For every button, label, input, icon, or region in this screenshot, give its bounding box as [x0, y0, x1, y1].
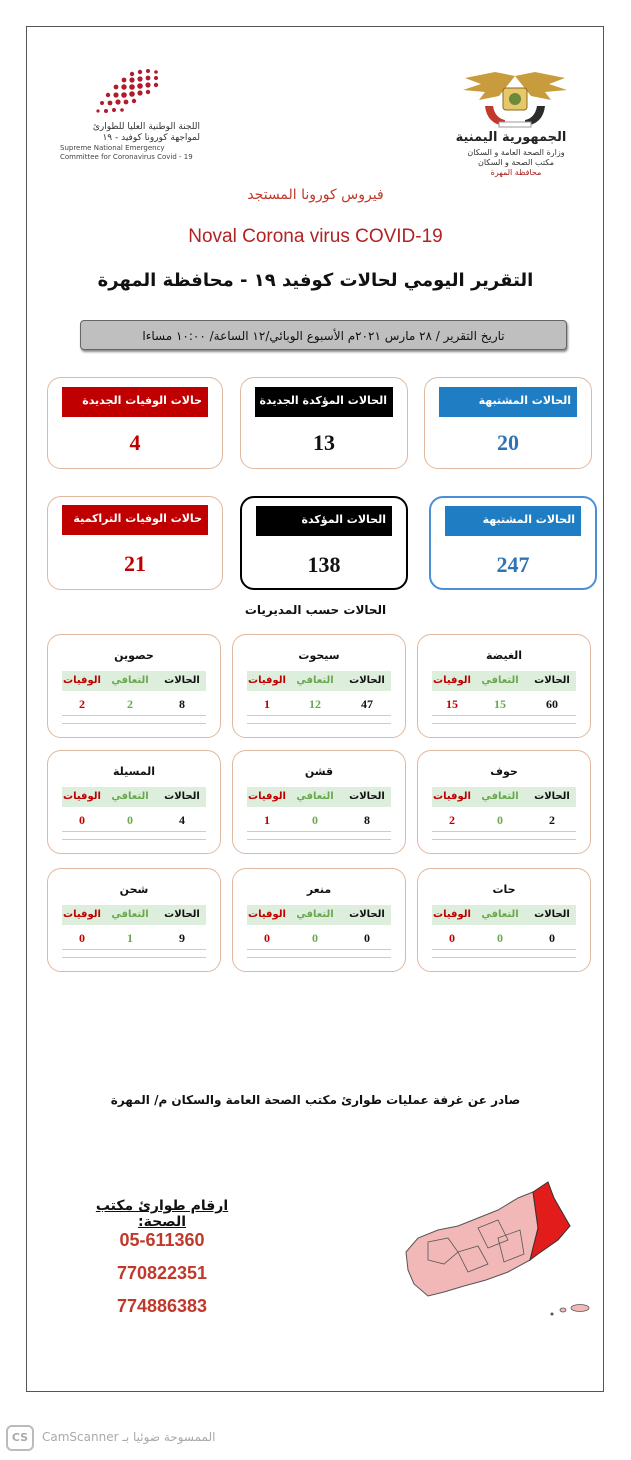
- new-suspected-card: [424, 377, 592, 469]
- recovered-header: التعافي: [296, 791, 334, 802]
- divider: [62, 831, 206, 832]
- districts-title: الحالات حسب المديريات: [244, 603, 387, 617]
- district-card: [417, 868, 591, 972]
- district-card: [417, 750, 591, 854]
- new-suspected-label: الحالات المشتبهة الجديدة: [439, 387, 577, 417]
- district-cases: 8: [179, 697, 185, 711]
- deaths-header: الوفيات: [63, 791, 101, 802]
- divider: [432, 723, 576, 724]
- district-recovered: 15: [494, 697, 506, 711]
- district-recovered: 12: [309, 697, 321, 711]
- divider: [62, 957, 206, 958]
- district-name: حصوين: [114, 649, 154, 662]
- phone-number-1[interactable]: 05-611360: [119, 1230, 205, 1250]
- district-header-row: [62, 905, 206, 925]
- district-header-row: [62, 671, 206, 691]
- district-recovered: 0: [312, 931, 318, 945]
- issued-by-note: صادر عن غرفة عمليات طوارئ مكتب الصحة العامة والسكان م/ المهرة: [110, 1093, 521, 1107]
- cases-header: الحالات: [349, 675, 385, 686]
- phone-number-3[interactable]: 774886383: [116, 1296, 208, 1316]
- recovered-header: التعافي: [111, 791, 149, 802]
- district-recovered: 0: [312, 813, 318, 827]
- recovered-header: التعافي: [111, 909, 149, 920]
- cum-confirmed-label: الحالات المؤكدة التراكمية: [256, 506, 392, 536]
- divider: [432, 949, 576, 950]
- district-cases: 9: [179, 931, 185, 945]
- district-deaths: 2: [79, 697, 85, 711]
- cases-header: الحالات: [349, 791, 385, 802]
- deaths-header: الوفيات: [248, 675, 286, 686]
- divider: [62, 715, 206, 716]
- new-confirmed-value: 13: [313, 430, 335, 455]
- divider: [432, 957, 576, 958]
- deaths-header: الوفيات: [433, 675, 471, 686]
- district-header-row: [247, 787, 391, 807]
- cases-header: الحالات: [164, 909, 200, 920]
- new-confirmed-card: [240, 377, 408, 469]
- new-deaths-label: حالات الوفيات الجديدة: [62, 387, 208, 417]
- cum-confirmed-value: 138: [307, 552, 341, 577]
- district-card: [417, 634, 591, 738]
- ministry-block: [446, 148, 586, 178]
- recovered-header: التعافي: [481, 675, 519, 686]
- district-name: منعر: [306, 883, 332, 896]
- recovered-header: التعافي: [481, 909, 519, 920]
- divider: [432, 831, 576, 832]
- district-header-row: [432, 671, 576, 691]
- deaths-header: الوفيات: [433, 909, 471, 920]
- divider: [62, 723, 206, 724]
- committee-en-line2: Committee for Coronavirus Covid - 19: [60, 153, 193, 161]
- district-cases: 47: [361, 697, 373, 711]
- district-name: الغيضة: [485, 649, 523, 662]
- recovered-header: التعافي: [296, 909, 334, 920]
- district-cases: 0: [549, 931, 555, 945]
- hotline-title: ارقام طوارئ مكتب الصحة:: [95, 1198, 229, 1230]
- governorate-name: محافظة المهرة: [490, 168, 542, 177]
- district-card: [232, 868, 406, 972]
- district-header-row: [247, 905, 391, 925]
- virus-title-ar: فيروس كورونا المستجد: [247, 187, 384, 203]
- cases-header: الحالات: [534, 791, 570, 802]
- district-name: المسيلة: [112, 765, 156, 778]
- divider: [62, 839, 206, 840]
- republic-title: الجمهورية اليمنية: [455, 130, 567, 145]
- district-deaths: 1: [264, 697, 270, 711]
- district-recovered: 2: [127, 697, 133, 711]
- divider: [247, 957, 391, 958]
- district-cases: 2: [549, 813, 555, 827]
- ministry-name: وزارة الصحة العامة و السكان: [467, 148, 565, 157]
- district-deaths: 2: [449, 813, 455, 827]
- district-deaths: 0: [449, 931, 455, 945]
- divider: [62, 949, 206, 950]
- deaths-header: الوفيات: [63, 675, 101, 686]
- cases-header: الحالات: [164, 675, 200, 686]
- cases-header: الحالات: [164, 791, 200, 802]
- district-recovered: 0: [497, 931, 503, 945]
- district-card: [232, 750, 406, 854]
- cum-deaths-value: 21: [124, 551, 146, 576]
- district-name: سيحوت: [298, 649, 340, 662]
- new-suspected-value: 20: [497, 430, 519, 455]
- district-header-row: [432, 787, 576, 807]
- deaths-header: الوفيات: [248, 909, 286, 920]
- district-header-row: [247, 671, 391, 691]
- divider: [247, 831, 391, 832]
- cum-suspected-label: الحالات المشتبهة التراكمية: [445, 506, 581, 536]
- virus-title-en: Noval Corona virus COVID-19: [188, 226, 443, 247]
- committee-ar-line2: لمواجهة كورونا كوفيد - ١٩: [102, 133, 200, 143]
- district-card: [232, 634, 406, 738]
- district-name: شحن: [119, 883, 149, 896]
- cum-deaths-card: [47, 496, 223, 590]
- recovered-header: التعافي: [111, 675, 149, 686]
- divider: [247, 839, 391, 840]
- district-deaths: 0: [79, 813, 85, 827]
- district-header-row: [432, 905, 576, 925]
- office-name: مكتب الصحة و السكان: [477, 158, 555, 167]
- district-recovered: 1: [127, 931, 133, 945]
- district-cases: 60: [546, 697, 558, 711]
- deaths-header: الوفيات: [433, 791, 471, 802]
- district-deaths: 0: [264, 931, 270, 945]
- committee-en-line1: Supreme National Emergency: [60, 144, 165, 152]
- report-date-bar: تاريخ التقرير / ٢٨ مارس ٢٠٢١م الأسبوع الوبائي/١٢ الساعة/ ١٠:٠٠ مساءا: [80, 320, 567, 350]
- divider: [432, 715, 576, 716]
- report-title: التقرير اليومي لحالات كوفيد ١٩ - محافظة المهرة: [97, 270, 534, 291]
- deaths-header: الوفيات: [63, 909, 101, 920]
- new-confirmed-label: الحالات المؤكدة الجديدة: [255, 387, 393, 417]
- district-recovered: 0: [497, 813, 503, 827]
- district-cases: 0: [364, 931, 370, 945]
- district-recovered: 0: [127, 813, 133, 827]
- district-deaths: 1: [264, 813, 270, 827]
- district-name: قشن: [304, 765, 334, 778]
- district-name: حات: [492, 883, 516, 896]
- divider: [247, 949, 391, 950]
- camscanner-text: CamScanner الممسوحة ضوئيا بـ: [42, 1430, 216, 1444]
- divider: [432, 839, 576, 840]
- divider: [247, 715, 391, 716]
- district-cases: 8: [364, 813, 370, 827]
- district-card: [47, 634, 221, 738]
- district-deaths: 0: [79, 931, 85, 945]
- district-header-row: [62, 787, 206, 807]
- cum-suspected-card: [429, 496, 597, 590]
- recovered-header: التعافي: [481, 791, 519, 802]
- district-deaths: 15: [446, 697, 458, 711]
- cases-header: الحالات: [534, 909, 570, 920]
- phone-number-2[interactable]: 770822351: [116, 1263, 208, 1283]
- new-deaths-card: [47, 377, 223, 469]
- district-cases: 4: [179, 813, 185, 827]
- divider: [247, 723, 391, 724]
- committee-logo-text: [60, 122, 200, 162]
- cases-header: الحالات: [534, 675, 570, 686]
- committee-ar-line1: اللجنة الوطنية العليا للطوارئ: [92, 122, 200, 132]
- yemen-emblem-icon: [455, 70, 575, 132]
- yemen-map-icon: [398, 1168, 598, 1318]
- cum-deaths-label: حالات الوفيات التراكمية: [62, 505, 208, 535]
- cum-suspected-value: 247: [496, 552, 530, 577]
- camscanner-logo-icon: CS: [6, 1425, 34, 1451]
- recovered-header: التعافي: [296, 675, 334, 686]
- cases-header: الحالات: [349, 909, 385, 920]
- deaths-header: الوفيات: [248, 791, 286, 802]
- committee-logo-icon: [88, 68, 166, 118]
- new-deaths-value: 4: [129, 430, 141, 455]
- district-card: [47, 750, 221, 854]
- cum-confirmed-card: [240, 496, 408, 590]
- district-name: حوف: [490, 765, 518, 778]
- district-card: [47, 868, 221, 972]
